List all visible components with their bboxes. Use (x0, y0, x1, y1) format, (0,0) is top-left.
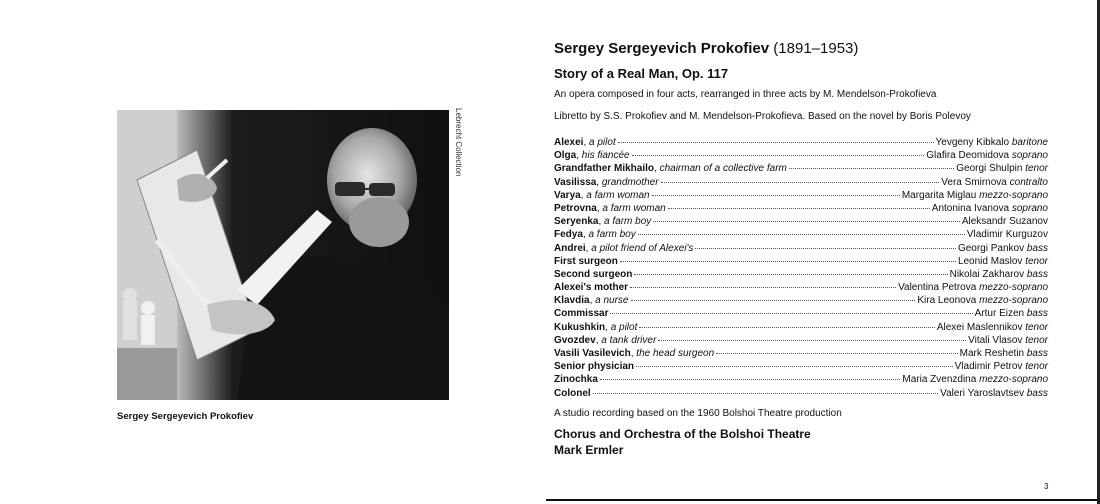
composer-name: Sergey Sergeyevich Prokofiev (554, 40, 770, 57)
cast-role: First surgeon (554, 255, 618, 267)
leader-dots (600, 379, 900, 380)
page-rule (546, 499, 1100, 501)
cast-voice-type: bass (1026, 308, 1048, 320)
cast-separator: , (630, 348, 637, 359)
cast-performer: Margarita Miglau (901, 189, 977, 201)
cast-performer: Aleksandr Suzanov (961, 216, 1048, 228)
leader-dots (610, 313, 972, 314)
cast-page (554, 40, 1054, 458)
cast-role: Second surgeon (554, 268, 633, 280)
cast-separator: , (583, 137, 590, 148)
cast-voice-type: mezzo-soprano (979, 189, 1048, 201)
leader-dots (632, 155, 925, 156)
leader-dots (593, 393, 938, 394)
cast-row (554, 189, 1048, 202)
cast-row (554, 176, 1048, 189)
cast-row (554, 228, 1048, 241)
leader-dots (652, 195, 900, 196)
cast-role: Vasili Vasilevich (554, 348, 631, 359)
cast-role: Grandfather Mikhailo (554, 163, 655, 175)
cast-performer: Alexei Maslennikov (936, 321, 1023, 333)
leader-dots (653, 221, 960, 222)
cast-performer: Maria Zvenzdina (902, 374, 977, 386)
cast-role-description: a pilot (610, 321, 638, 333)
cast-row (554, 373, 1048, 386)
cast-separator: , (580, 189, 587, 201)
cast-row (554, 215, 1048, 228)
composer-years: (1891–1953) (773, 40, 859, 57)
cast-voice-type: tenor (1025, 255, 1048, 267)
cast-row (554, 321, 1048, 334)
leader-dots (716, 353, 957, 354)
cast-role-description: a farm woman (586, 189, 650, 201)
cast-performer: Vladimir Kurguzov (966, 229, 1048, 241)
cast-row (554, 360, 1048, 373)
cast-role-description: a pilot friend of Alexei's (591, 242, 694, 254)
cast-performer: Antonina Ivanova (931, 202, 1010, 214)
leader-dots (661, 182, 940, 183)
leader-dots (695, 248, 956, 249)
cast-role-description: a farm boy (604, 216, 652, 228)
cast-separator: , (654, 163, 660, 175)
cast-role: Gvozdev (554, 334, 596, 346)
cast-voice-type: contralto (1009, 176, 1048, 188)
cast-row (554, 347, 1048, 360)
cast-role: Klavdia (554, 295, 590, 307)
cast-separator: , (576, 150, 582, 162)
leader-dots (631, 300, 916, 301)
cast-voice-type: mezzo-soprano (979, 295, 1048, 307)
cast-performer: Artur Eizen (974, 308, 1025, 320)
cast-role-description: grandmother (601, 176, 659, 188)
cast-performer: Vitali Vlasov (968, 334, 1023, 346)
cast-performer: Nikolai Zakharov (949, 268, 1025, 280)
cast-row (554, 334, 1048, 347)
leader-dots (639, 327, 934, 328)
cast-role: Alexei's mother (554, 282, 629, 294)
cast-role: Kukushkin (554, 321, 606, 333)
cast-performer: Kira Leonova (917, 295, 977, 307)
cast-row (554, 255, 1048, 268)
cast-separator: , (596, 176, 602, 188)
leader-dots (618, 142, 934, 143)
cast-role: Fedya (554, 229, 583, 241)
cast-row (554, 149, 1048, 162)
cast-role-description: a farm woman (602, 202, 666, 214)
page-number: 3 (1044, 482, 1049, 491)
cast-role-description: a tank driver (601, 334, 657, 346)
cast-voice-type: tenor (1025, 334, 1048, 346)
cast-role: Alexei (554, 137, 584, 148)
cast-separator: , (585, 242, 592, 254)
cast-performer: Yevgeny Kibkalo (935, 137, 1010, 148)
cast-voice-type: mezzo-soprano (979, 374, 1048, 386)
cast-separator: , (596, 202, 603, 214)
cast-voice-type: bass (1026, 387, 1048, 399)
ensemble-name: Chorus and Orchestra of the Bolshoi Theatre (554, 426, 811, 441)
cast-performer: Mark Reshetin (959, 348, 1025, 359)
cast-role: Seryenka (554, 216, 599, 228)
leader-dots (630, 287, 896, 288)
leader-dots (638, 234, 965, 235)
cast-row (554, 281, 1048, 294)
cast-role: Varya (554, 189, 581, 201)
cast-voice-type: soprano (1011, 202, 1048, 214)
cast-list (554, 136, 1048, 400)
cast-row (554, 307, 1048, 320)
leader-dots (658, 340, 966, 341)
cast-separator: , (605, 321, 611, 333)
cast-role: Colonel (554, 387, 591, 399)
cast-voice-type: tenor (1025, 163, 1048, 175)
cast-voice-type: bass (1026, 348, 1048, 359)
cast-role-description: a pilot (589, 137, 616, 148)
cast-row (554, 242, 1048, 255)
leader-dots (620, 261, 956, 262)
recording-note: A studio recording based on the 1960 Bolshoi Theatre production (554, 407, 842, 419)
composer-photo (117, 110, 449, 400)
cast-role-description: the head surgeon (636, 348, 715, 359)
cast-role: Petrovna (554, 202, 597, 214)
cast-row (554, 268, 1048, 281)
cast-performer: Vladimir Petrov (954, 361, 1023, 373)
leader-dots (789, 168, 954, 169)
composition-note: An opera composed in four acts, rearranged in three acts by M. Mendelson-Prokofieva (554, 89, 937, 100)
cast-role-description: a farm boy (588, 229, 636, 241)
cast-performer: Leonid Maslov (957, 255, 1023, 267)
cast-role: Senior physician (554, 361, 635, 373)
cast-row (554, 387, 1048, 400)
cast-performer: Valentina Petrova (898, 282, 977, 294)
cast-role-description: his fiancée (581, 150, 630, 162)
cast-voice-type: tenor (1025, 361, 1048, 373)
cast-voice-type: baritone (1011, 137, 1048, 148)
cast-performer: Glafira Deomidova (926, 150, 1010, 162)
cast-performer: Vera Smirnova (941, 176, 1007, 188)
libretto-note: Libretto by S.S. Prokofiev and M. Mendelson-Prokofieva. Based on the novel by Boris Polevoy (554, 111, 971, 122)
cast-row (554, 136, 1048, 149)
cast-performer: Valeri Yaroslavtsev (940, 387, 1025, 399)
cast-row (554, 294, 1048, 307)
cast-voice-type: tenor (1025, 321, 1048, 333)
cast-separator: , (598, 216, 605, 228)
conductor-name: Mark Ermler (554, 442, 624, 457)
work-title: Story of a Real Man, Op. 117 (554, 66, 729, 81)
cast-voice-type: soprano (1011, 150, 1048, 162)
cast-performer: Georgi Shulpin (956, 163, 1023, 175)
cast-role: Andrei (554, 242, 586, 254)
cast-voice-type: mezzo-soprano (979, 282, 1048, 294)
cast-separator: , (589, 295, 596, 307)
cast-separator: , (595, 334, 602, 346)
leader-dots (634, 274, 947, 275)
cast-row (554, 162, 1048, 175)
composer-title (554, 40, 1054, 57)
cast-row (554, 202, 1048, 215)
cast-separator: , (582, 229, 589, 241)
photo-caption: Sergey Sergeyevich Prokofiev (117, 411, 254, 422)
cast-role-description: a nurse (595, 295, 629, 307)
cast-voice-type: bass (1026, 242, 1048, 254)
cast-role-description: chairman of a collective farm (659, 163, 787, 175)
cast-role: Zinochka (554, 374, 598, 386)
leader-dots (668, 208, 930, 209)
cast-performer: Georgi Pankov (957, 242, 1025, 254)
cast-voice-type: bass (1026, 268, 1048, 280)
cast-role: Commissar (554, 308, 609, 320)
leader-dots (636, 366, 953, 367)
cast-role: Vasilissa (554, 176, 597, 188)
cast-role: Olga (554, 150, 577, 162)
photo-credit: Lebrecht Collection (454, 108, 463, 177)
